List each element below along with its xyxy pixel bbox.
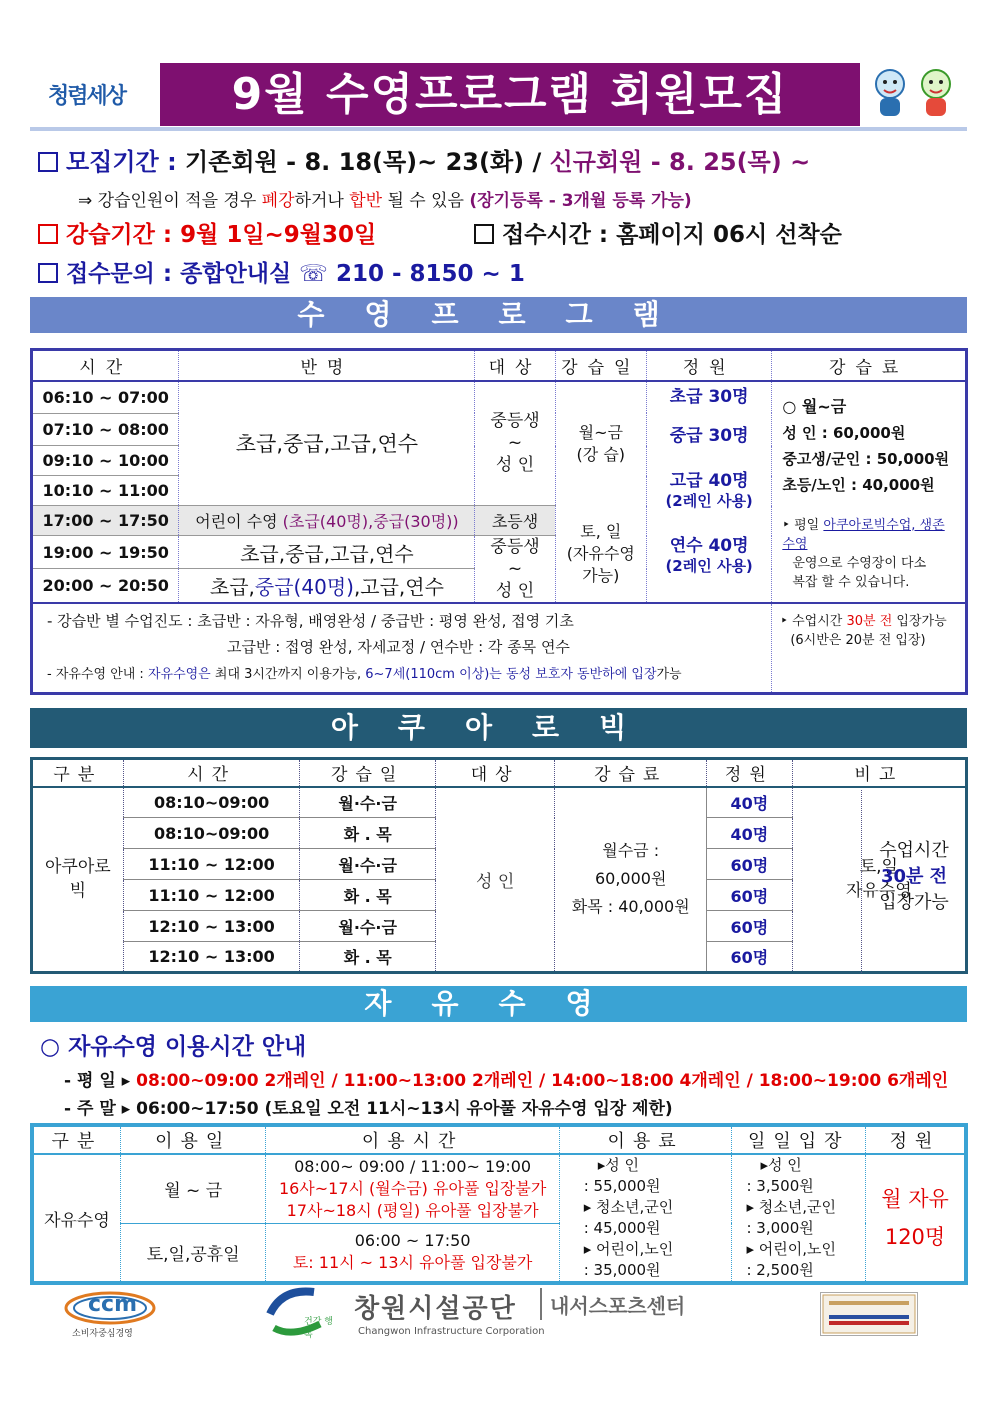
fee-text: 월수금 : [602,841,660,861]
org-subname: 내서스포츠센터 [550,1294,686,1318]
table-header-row [32,759,967,787]
fee-text: : 35,000원 [583,1261,661,1279]
aquarobic-table [30,757,968,974]
class-text: ,고급,연수 [353,575,444,600]
fee-youth: 중고생/군인 : 50,000원 [782,449,950,468]
header-target: 대상 [475,350,555,381]
target-text: 중등생 [490,537,540,557]
time-restriction: 16사~17시 (월수금) 유아풀 입장불가 [278,1178,547,1198]
days-cell: 토,일,공휴일 [120,1223,266,1283]
title-underline [30,127,967,131]
time-cell: 11:10 ~ 12:00 [123,880,300,911]
capacity-text: 120명 [884,1225,946,1249]
weekend-schedule [64,1094,673,1119]
entry-note [772,603,967,694]
time-cell: 08:10~09:00 [123,787,300,818]
target-cell [475,536,555,604]
recruit-period-line [38,142,810,177]
daily-fee-text: ▸성 인 [760,1156,802,1174]
time-cell [266,1223,559,1283]
time-cell: 17:00 ~ 17:50 [32,506,179,536]
time-cell: 11:10 ~ 12:00 [123,849,300,880]
weekday-label: - 평 일 ▸ [64,1071,137,1091]
note-text: 하거나 [294,191,350,211]
fee-text: ▸ 청소년,군인 [583,1198,674,1216]
header-category: 구분 [32,1125,120,1154]
capacity-cell: 60명 [706,849,792,880]
inquiry-label: 접수문의 : 종합안내실 ☏ 210 - 8150 ~ 1 [66,261,525,287]
header-time: 시간 [123,759,300,787]
table-row [32,1154,966,1223]
target-text: ~ [507,433,523,454]
target-text: 중등생 [490,411,540,432]
fee-text: 60,000원 [594,869,667,889]
notes-row [32,603,967,694]
table-row [32,381,967,414]
target-cell [475,381,555,506]
days-text: (자유수영 [566,543,635,563]
time-text: 06:00 ~ 17:50 [354,1231,471,1251]
recruit-period-label: 모집기간 : [66,148,186,176]
fee-text: : 45,000원 [583,1219,661,1237]
cheongryeom-logo [48,72,143,120]
time-cell: 08:10~09:00 [123,818,300,849]
time-restriction: 토: 11시 ~ 13시 유아풀 입장불가 [292,1253,533,1273]
progress-notes [32,603,772,694]
header-remark: 비고 [792,759,966,787]
header-fee: 강습료 [772,350,967,381]
weekday-text: 08:00~09:00 2개레인 / 11:00~13:00 2개레인 / 14:00~18:00 4개레인 / 18:00~19:00 6개레인 [136,1071,949,1091]
fee-adult: 성 인 : 60,000원 [782,423,906,442]
health-text: 건강 행복 [304,1317,333,1340]
remark-text: 토,일 [859,857,898,878]
daily-fee-text: ▸ 청소년,군인 [746,1198,836,1216]
class-text-highlight: 중급(40명) [254,575,354,600]
table-header-row [32,1125,966,1154]
fee-text: ▸성 인 [597,1156,640,1174]
note-highlight: 30분 전 [846,614,893,629]
target-cell: 성 인 [435,787,555,973]
free-swim-section-title: 자유수영 [30,986,967,1022]
reception-time-label: 접수시간 : 홈페이지 06시 선착순 [502,222,842,248]
kids-class-text: 어린이 수영 [195,512,283,531]
note-text: 될 수 있음 [382,191,470,211]
note-text: 가능 [656,667,682,682]
org-english-name: Changwon Infrastructure Corporation [358,1326,545,1337]
note-merge: 합반 [349,191,383,211]
header-category: 구분 [32,759,124,787]
capacity-text: (2레인 사용) [665,491,753,510]
inquiry-line [38,255,525,288]
weekday-note [782,516,957,592]
note-text: 최대 3시간까지 이용가능, [210,667,366,682]
remark-text: 자유수영 [845,881,912,902]
class-text: 초급, [209,575,255,600]
free-swim-table [30,1123,968,1285]
time-restriction: 17사~18시 (평일) 유아풀 입장불가 [286,1200,539,1220]
class-cancel-note [78,186,692,211]
header-daily: 일일입장 [732,1125,866,1154]
header-target: 대상 [435,759,555,787]
fee-child: 초등/노인 : 40,000원 [782,475,935,494]
header-days: 강습일 [300,759,435,787]
class-name-cell [179,569,475,603]
header-capacity: 정원 [706,759,792,787]
target-text: ~ [507,559,523,579]
header-time: 시간 [32,350,179,381]
page-title: 9월 수영프로그램 회원모집 [160,63,860,126]
time-cell: 07:10 ~ 08:00 [32,413,179,446]
header-capacity: 정원 [866,1125,966,1154]
progress-note-2: 고급반 : 접영 완성, 자세교정 / 연수반 : 각 종목 연수 [227,638,570,656]
time-cell: 06:10 ~ 07:00 [32,381,179,414]
mascot-image [870,66,960,122]
new-member-period: 신규회원 - 8. 25(목) ~ [549,148,811,176]
checkbox-icon [474,224,494,244]
days-cell: 화 . 목 [300,880,435,911]
existing-member-period: 기존회원 - 8. 18(목)~ 23(화) / [185,148,550,176]
time-cell [266,1154,559,1223]
note-text: (6시반은 20분 전 입장) [790,633,926,648]
header-fee: 이용료 [559,1125,732,1154]
note-text: ⇒ 강습인원이 적을 경우 [78,191,262,211]
header-time: 이용시간 [266,1125,559,1154]
fee-title: ○ 월~금 [782,396,847,416]
class-period-line [38,216,376,249]
capacity-cell: 60명 [706,942,792,973]
fee-cell [555,787,707,973]
header-class: 반명 [179,350,475,381]
weekend-text: 06:00~17:50 (토요일 오전 11시~13시 유아풀 자유수영 입장 제한) [136,1099,673,1119]
swim-program-table [30,348,968,695]
capacity-text: 연수 40명 [669,535,749,556]
ccm-text: ccm [88,1292,138,1317]
weekend-label: - 주 말 ▸ [64,1099,137,1119]
days-cell: 화 . 목 [300,942,435,973]
note-text: 입장가능 [892,614,947,629]
kids-class-cell [179,506,475,536]
reception-time-line [474,216,842,249]
note-text: 운영으로 수영장이 다소 [792,555,927,571]
long-term-note: (장기등록 - 3개월 등록 가능) [469,191,692,211]
checkbox-icon [38,152,58,172]
days-cell [555,381,646,506]
header-days: 강습일 [555,350,646,381]
class-name-cell: 초급,중급,고급,연수 [179,536,475,569]
days-text: (강 습) [576,444,626,464]
time-text: 08:00~ 09:00 / 11:00~ 19:00 [294,1156,532,1176]
fee-text: ▸ 어린이,노인 [583,1240,674,1258]
ccm-subtext: 소비자중심경영 [72,1329,133,1339]
days-cell: 월·수·금 [300,787,435,818]
fee-cell [772,381,967,604]
capacity-cell: 40명 [706,787,792,818]
ccm-logo [60,1290,170,1340]
note-cancel: 폐강 [261,191,295,211]
note-highlight: 자유수영은 [147,667,211,682]
header-fee: 강습료 [555,759,707,787]
header-capacity: 정원 [646,350,771,381]
capacity-cell: 40명 [706,818,792,849]
note-text: 복잡 할 수 있습니다. [792,574,910,590]
progress-note-1: - 강습반 별 수업진도 : 초급반 : 자유형, 배영완성 / 중급반 : 평영 완성, 접영 기초 [47,612,574,630]
fee-cell [559,1154,732,1283]
note-highlight: 6~7세(110cm 이상)는 동성 보호자 동반하에 입장 [365,667,657,682]
capacity-text: 고급 40명 [669,470,749,491]
capacity-cell [646,381,771,446]
weekday-schedule [64,1066,948,1091]
logo-text: 청렴세상 [48,84,126,109]
table-row [32,787,967,818]
logo-divider [540,1288,542,1320]
days-cell: 화 . 목 [300,818,435,849]
class-name-cell: 초급,중급,고급,연수 [179,381,475,506]
note-text: - 자유수영 안내 : [47,667,148,682]
daily-fee-text: : 3,500원 [746,1177,814,1195]
changwon-corporation-logo [262,1284,702,1344]
target-cell: 초등생 [475,506,555,536]
checkbox-icon [38,224,58,244]
org-name: 창원시설공단 [354,1294,517,1324]
days-cell: 월 ~ 금 [120,1154,266,1223]
capacity-cell: 60명 [706,911,792,942]
free-swim-guide-title: ○ 자유수영 이용시간 안내 [40,1034,307,1060]
note-text: ‣ 평일 [782,517,824,533]
daily-fee-text: : 3,000원 [746,1219,814,1237]
daily-fee-text: ▸ 어린이,노인 [746,1240,836,1258]
remark-text: 입장가능 [879,892,949,913]
note-text: ‣ 수업시간 [780,614,847,629]
target-text: 성 인 [495,581,535,601]
time-cell: 19:00 ~ 19:50 [32,536,179,569]
table-header-row [32,350,967,381]
fee-text: : 55,000원 [583,1177,661,1195]
aquarobic-section-title: 아쿠아로빅 [30,708,967,748]
capacity-text: (2레인 사용) [665,556,753,575]
header-days: 이용일 [120,1125,266,1154]
days-cell [555,506,646,604]
time-cell: 12:10 ~ 13:00 [123,911,300,942]
time-cell: 09:10 ~ 10:00 [32,446,179,476]
kids-class-detail: (초급(40명),중급(30명)) [282,512,459,531]
class-period-label: 강습기간 : 9월 1일~9월30일 [66,222,377,248]
daily-fee-cell [732,1154,866,1283]
capacity-cell [866,1154,966,1283]
target-text: 성 인 [495,455,535,476]
capacity-cell [646,536,771,604]
daily-fee-text: : 2,500원 [746,1261,814,1279]
capacity-text: 월 자유 [881,1187,949,1211]
capacity-text: 중급 30명 [669,425,749,446]
remark-entry-cell [862,838,966,916]
time-cell: 12:10 ~ 13:00 [123,942,300,973]
certification-mark [820,1292,918,1336]
category-cell: 자유수영 [32,1154,120,1283]
days-text: 가능) [582,565,620,585]
fee-text: 화목 : 40,000원 [571,897,690,917]
capacity-text: 초급 30명 [669,386,749,407]
category-cell: 아쿠아로 빅 [32,787,124,973]
remark-text: 수업시간 [879,840,949,861]
remark-highlight: 30분 전 [880,866,948,887]
note-highlight: 아쿠아로빅수업, 생존수영 [782,517,945,552]
capacity-cell: 60명 [706,880,792,911]
days-cell: 월·수·금 [300,849,435,880]
days-text: 토, 일 [580,521,622,541]
checkbox-icon [38,263,58,283]
time-cell: 10:10 ~ 11:00 [32,476,179,506]
swim-program-section-title: 수영프로그램 [30,297,967,333]
free-swim-note [47,662,757,688]
days-cell: 월·수·금 [300,911,435,942]
capacity-cell [646,446,771,536]
time-cell: 20:00 ~ 20:50 [32,569,179,603]
days-text: 월~금 [578,422,623,442]
